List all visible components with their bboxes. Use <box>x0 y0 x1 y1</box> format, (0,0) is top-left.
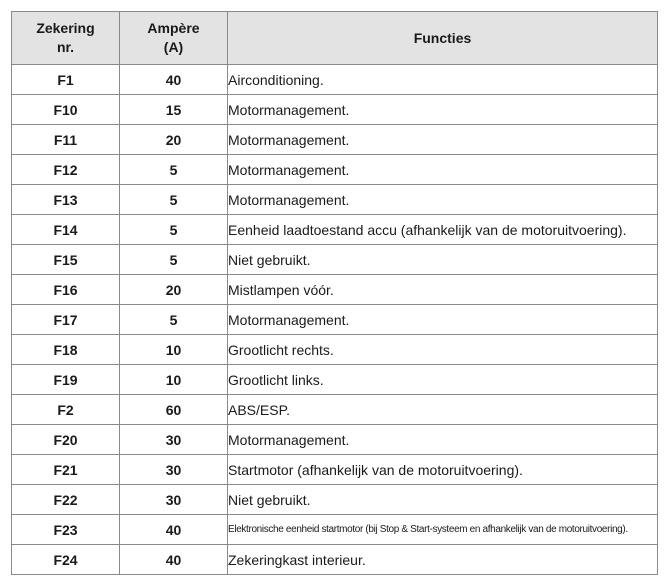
ampere-cell: 40 <box>120 515 228 545</box>
fuse-cell: F2 <box>12 395 120 425</box>
fuse-cell: F15 <box>12 245 120 275</box>
header-fuse-line1: Zekering <box>36 20 95 36</box>
ampere-cell: 5 <box>120 185 228 215</box>
fuse-table <box>11 11 658 575</box>
table-row <box>12 155 658 185</box>
function-cell: Elektronische eenheid startmotor (bij Stop & Start-systeem en afhankelijk van de motoruitvoering). <box>228 515 658 545</box>
function-cell: Motormanagement. <box>228 125 658 155</box>
header-amp-line1: Ampère <box>147 20 200 36</box>
table-row <box>12 515 658 545</box>
fuse-cell: F1 <box>12 65 120 95</box>
header-fuse-number <box>12 12 120 65</box>
function-cell: Startmotor (afhankelijk van de motoruitvoering). <box>228 455 658 485</box>
fuse-cell: F17 <box>12 305 120 335</box>
ampere-cell: 60 <box>120 395 228 425</box>
fuse-cell: F11 <box>12 125 120 155</box>
fuse-cell: F14 <box>12 215 120 245</box>
table-row <box>12 455 658 485</box>
ampere-cell: 30 <box>120 455 228 485</box>
header-amp-line2: (A) <box>163 39 184 55</box>
ampere-cell: 40 <box>120 545 228 575</box>
table-header <box>12 12 658 65</box>
ampere-cell: 5 <box>120 155 228 185</box>
function-cell: Motormanagement. <box>228 95 658 125</box>
fuse-cell: F22 <box>12 485 120 515</box>
function-cell: Airconditioning. <box>228 65 658 95</box>
table-row <box>12 545 658 575</box>
fuse-cell: F20 <box>12 425 120 455</box>
fuse-cell: F19 <box>12 365 120 395</box>
table-row <box>12 335 658 365</box>
function-cell: Grootlicht links. <box>228 365 658 395</box>
function-cell: Grootlicht rechts. <box>228 335 658 365</box>
header-fuse-line2: nr. <box>56 39 75 55</box>
ampere-cell: 10 <box>120 335 228 365</box>
table-body <box>12 65 658 575</box>
table-row <box>12 65 658 95</box>
table-row <box>12 275 658 305</box>
function-cell: Motormanagement. <box>228 185 658 215</box>
table-row <box>12 425 658 455</box>
ampere-cell: 30 <box>120 485 228 515</box>
function-cell: Motormanagement. <box>228 425 658 455</box>
fuse-cell: F16 <box>12 275 120 305</box>
ampere-cell: 40 <box>120 65 228 95</box>
ampere-cell: 20 <box>120 275 228 305</box>
function-cell: Mistlampen vóór. <box>228 275 658 305</box>
function-cell: Motormanagement. <box>228 305 658 335</box>
fuse-cell: F18 <box>12 335 120 365</box>
fuse-cell: F24 <box>12 545 120 575</box>
table-row <box>12 215 658 245</box>
ampere-cell: 5 <box>120 215 228 245</box>
fuse-cell: F23 <box>12 515 120 545</box>
ampere-cell: 30 <box>120 425 228 455</box>
fuse-cell: F10 <box>12 95 120 125</box>
table-row <box>12 95 658 125</box>
table-row <box>12 305 658 335</box>
ampere-cell: 5 <box>120 305 228 335</box>
table-row <box>12 125 658 155</box>
ampere-cell: 20 <box>120 125 228 155</box>
header-ampere <box>120 12 228 65</box>
table-row <box>12 365 658 395</box>
table-row <box>12 245 658 275</box>
fuse-cell: F13 <box>12 185 120 215</box>
function-cell: Eenheid laadtoestand accu (afhankelijk van de motoruitvoering). <box>228 215 658 245</box>
fuse-cell: F12 <box>12 155 120 185</box>
table-row <box>12 395 658 425</box>
table-row <box>12 185 658 215</box>
ampere-cell: 5 <box>120 245 228 275</box>
function-cell: Niet gebruikt. <box>228 485 658 515</box>
ampere-cell: 15 <box>120 95 228 125</box>
ampere-cell: 10 <box>120 365 228 395</box>
function-cell: Niet gebruikt. <box>228 245 658 275</box>
function-cell: Motormanagement. <box>228 155 658 185</box>
fuse-cell: F21 <box>12 455 120 485</box>
header-functions: Functies <box>228 12 658 65</box>
header-row <box>12 12 658 65</box>
function-cell: Zekeringkast interieur. <box>228 545 658 575</box>
function-cell: ABS/ESP. <box>228 395 658 425</box>
table-row <box>12 485 658 515</box>
